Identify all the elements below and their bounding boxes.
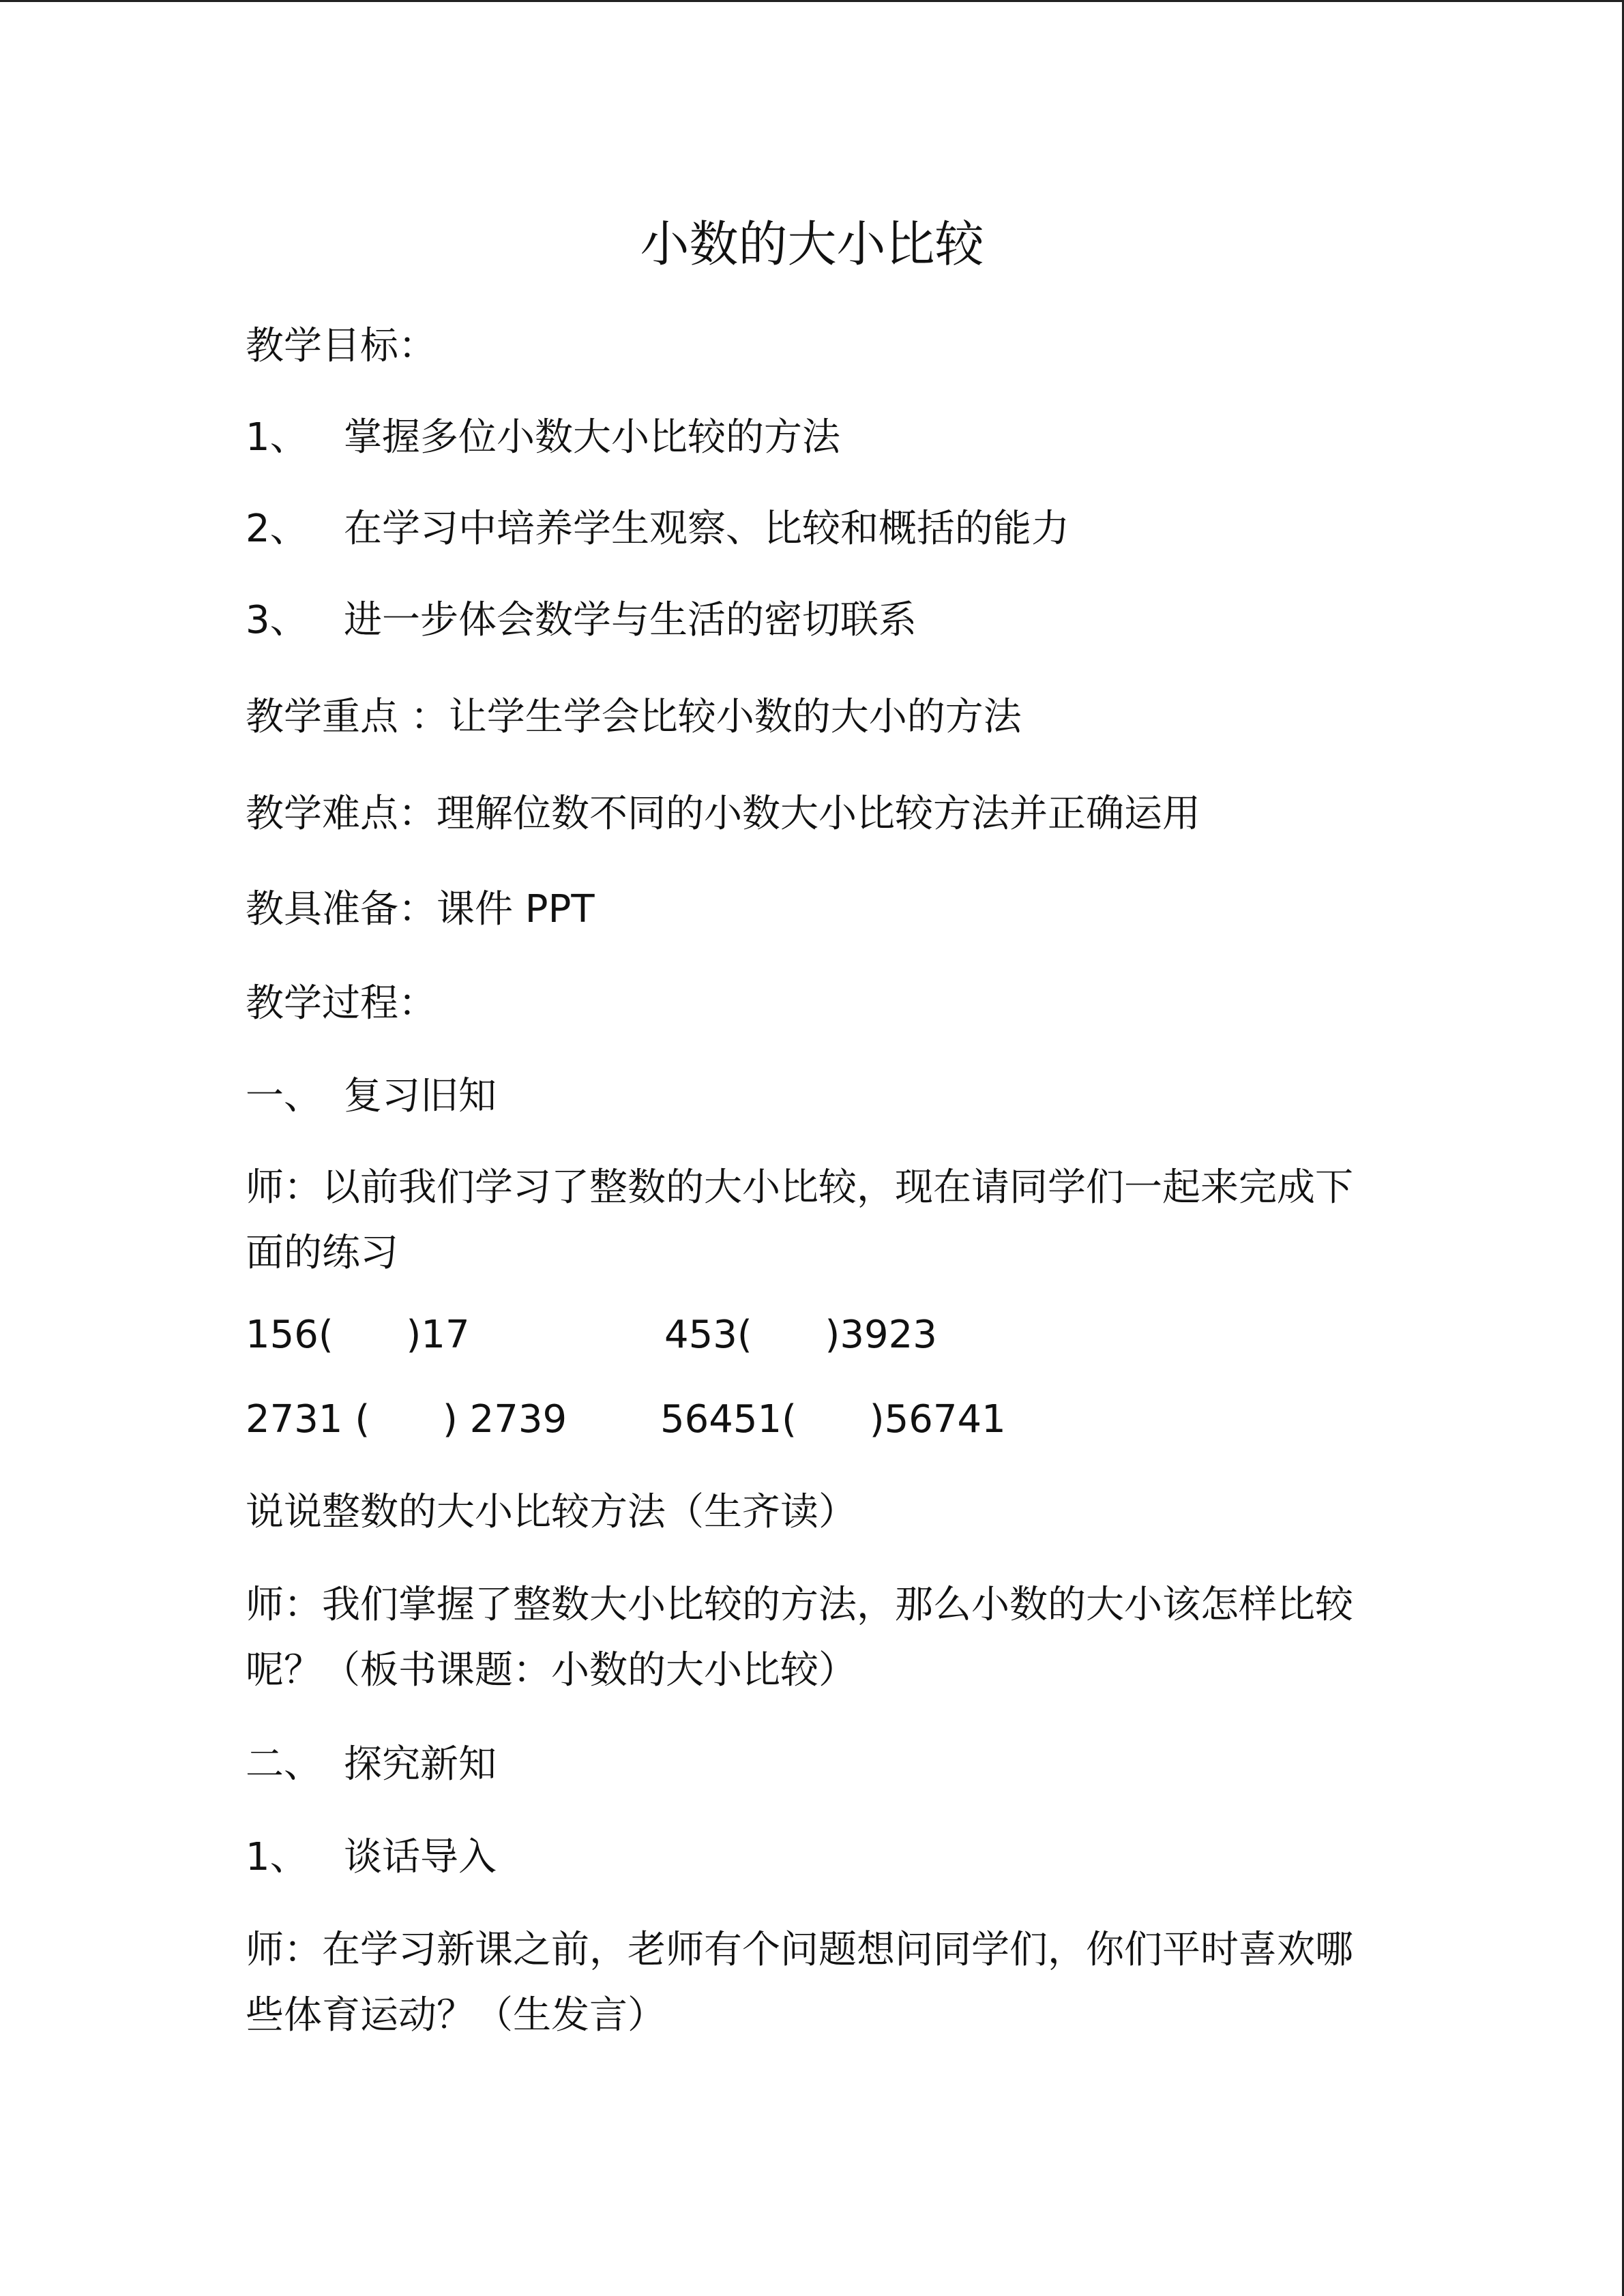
- objective-number: 2、: [246, 507, 308, 551]
- paragraph-line: 面的练习: [246, 1231, 398, 1275]
- exercise-4: 56451( )56741: [660, 1397, 1006, 1442]
- page-title: 小数的大小比较: [640, 215, 984, 273]
- exercise-2: 453( )3923: [664, 1313, 937, 1357]
- materials: 教具准备：课件 PPT: [246, 887, 595, 931]
- objective-text: 进一步体会数学与生活的密切联系: [344, 598, 917, 642]
- key-point: 教学重点 ：让学生学会比较小数的大小的方法: [246, 695, 1022, 739]
- teacher-paragraph-1: [246, 1155, 1378, 1286]
- paragraph-line: 些体育运动？（生发言）: [246, 1993, 666, 2038]
- section-heading-2: [246, 1732, 497, 1798]
- teacher-paragraph-2: [246, 1572, 1378, 1703]
- objective-text: 掌握多位小数大小比较的方法: [344, 415, 840, 460]
- paragraph-line: 师：我们掌握了整数大小比较的方法，那么小数的大小该怎样比较: [246, 1583, 1353, 1627]
- objective-item-3: [246, 588, 917, 653]
- section-heading-1: [246, 1064, 497, 1129]
- section-number: 二、: [246, 1742, 322, 1787]
- paragraph-line: 师：在学习新课之前，老师有个问题想问同学们，你们平时喜欢哪: [246, 1928, 1353, 1972]
- section-number: 一、: [246, 1074, 322, 1118]
- objective-item-2: [246, 496, 1069, 562]
- objective-item-1: [246, 405, 840, 471]
- subsection-number: 1、: [246, 1835, 308, 1879]
- objectives-heading: 教学目标：: [246, 324, 437, 368]
- paragraph-line: 呢？（板书课题：小数的大小比较）: [246, 1648, 857, 1693]
- objective-number: 3、: [246, 598, 308, 642]
- exercise-1: 156( )17: [246, 1313, 470, 1357]
- section-text: 探究新知: [344, 1742, 497, 1787]
- exercise-3: 2731 ( ) 2739: [246, 1397, 567, 1442]
- subsection-heading-1: [246, 1825, 497, 1890]
- subsection-text: 谈话导入: [344, 1835, 497, 1879]
- read-aloud-line: 说说整数的大小比较方法（生齐读）: [246, 1490, 857, 1534]
- objective-text: 在学习中培养学生观察、比较和概括的能力: [344, 507, 1069, 551]
- difficulty: 教学难点：理解位数不同的小数大小比较方法并正确运用: [246, 792, 1200, 836]
- process-heading: 教学过程：: [246, 981, 437, 1026]
- teacher-paragraph-3: [246, 1918, 1378, 2048]
- paragraph-line: 师：以前我们学习了整数的大小比较，现在请同学们一起来完成下: [246, 1165, 1353, 1210]
- objective-number: 1、: [246, 415, 308, 460]
- section-text: 复习旧知: [344, 1074, 497, 1118]
